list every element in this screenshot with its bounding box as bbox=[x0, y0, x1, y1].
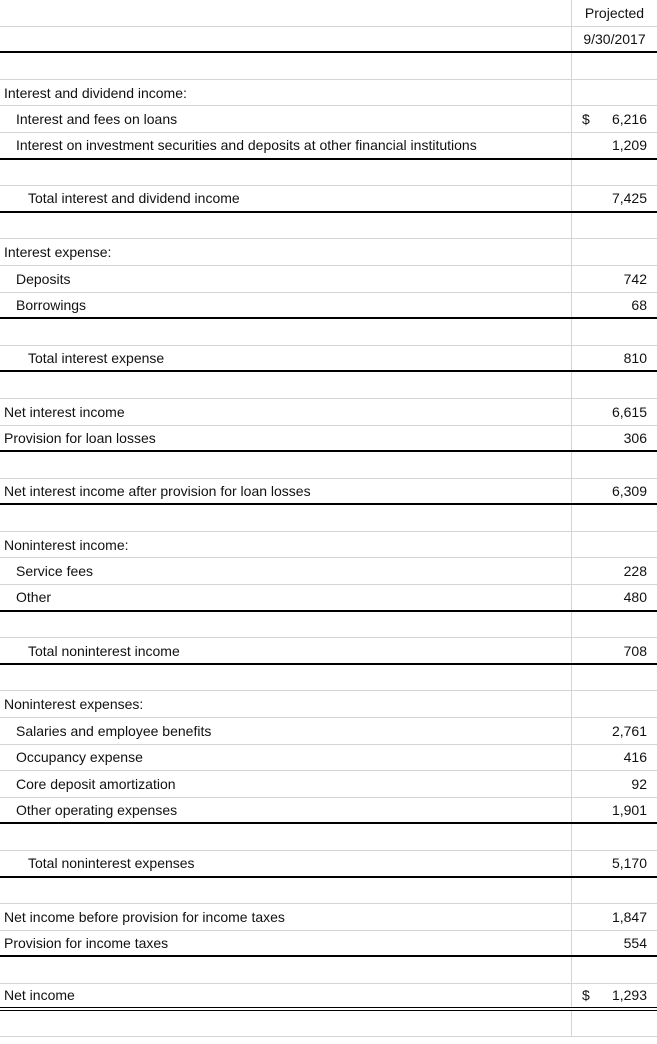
value-cell bbox=[571, 319, 657, 345]
value-cell: 6,309 bbox=[571, 479, 657, 504]
total-row bbox=[0, 346, 657, 373]
value-cell bbox=[571, 372, 657, 398]
value-cell: 554 bbox=[571, 931, 657, 956]
value-cell: 7,425 bbox=[571, 186, 657, 211]
line-item-row bbox=[0, 718, 657, 745]
value-cell: 810 bbox=[571, 346, 657, 371]
row-label: Total interest and dividend income bbox=[28, 190, 240, 207]
row-label: Noninterest income: bbox=[4, 536, 129, 553]
row-label: Core deposit amortization bbox=[16, 776, 176, 793]
value-cell bbox=[571, 612, 657, 638]
row-label: Other operating expenses bbox=[16, 802, 178, 819]
row-label: Other bbox=[16, 589, 52, 606]
spacer-row bbox=[0, 612, 657, 639]
value-cell bbox=[571, 1011, 657, 1037]
line-item-row bbox=[0, 904, 657, 931]
row-label: Interest expense: bbox=[4, 244, 112, 261]
line-item-row bbox=[0, 931, 657, 958]
currency-symbol: $ bbox=[582, 111, 590, 128]
row-label: Borrowings bbox=[16, 296, 87, 313]
value-cell bbox=[571, 160, 657, 186]
line-item-row bbox=[0, 771, 657, 798]
value-cell bbox=[571, 691, 657, 717]
spacer-row bbox=[0, 1011, 657, 1038]
value-cell: 1,209 bbox=[571, 133, 657, 158]
value-cell: 1,847 bbox=[571, 904, 657, 930]
value-cell bbox=[571, 452, 657, 478]
value-cell bbox=[571, 665, 657, 691]
row-label: Salaries and employee benefits bbox=[16, 722, 212, 739]
section-header-row bbox=[0, 80, 657, 107]
spacer-row bbox=[0, 372, 657, 399]
total-row bbox=[0, 851, 657, 878]
value-cell: 6,615 bbox=[571, 399, 657, 425]
spacer-row bbox=[0, 878, 657, 905]
row-label: Interest on investment securities and deposits at other financial institutions bbox=[16, 137, 477, 154]
value-cell: 708 bbox=[571, 638, 657, 663]
total-row bbox=[0, 984, 657, 1011]
spacer-row bbox=[0, 505, 657, 532]
line-item-row bbox=[0, 558, 657, 585]
spacer-row bbox=[0, 319, 657, 346]
row-label: Net interest income bbox=[4, 403, 125, 420]
spacer-row bbox=[0, 160, 657, 187]
value-cell: 5,170 bbox=[571, 851, 657, 876]
amount: 1,293 bbox=[611, 987, 647, 1004]
value-cell bbox=[571, 957, 657, 983]
section-header-row bbox=[0, 691, 657, 718]
row-label: Occupancy expense bbox=[16, 749, 143, 766]
row-label: Noninterest expenses: bbox=[4, 696, 144, 713]
row-label: Interest and fees on loans bbox=[16, 111, 178, 128]
value-cell bbox=[571, 505, 657, 531]
spacer-row bbox=[0, 213, 657, 240]
row-label: Total interest expense bbox=[28, 350, 165, 367]
column-header-date: 9/30/2017 bbox=[571, 27, 657, 52]
statement-body bbox=[0, 53, 657, 1037]
spacer-row bbox=[0, 53, 657, 80]
row-label: Net income before provision for income taxes bbox=[4, 908, 285, 925]
line-item-row bbox=[0, 106, 657, 133]
value-cell bbox=[571, 80, 657, 106]
value-cell bbox=[571, 239, 657, 265]
line-item-row bbox=[0, 266, 657, 293]
line-item-row bbox=[0, 798, 657, 825]
line-item-row bbox=[0, 293, 657, 320]
line-item-row bbox=[0, 745, 657, 772]
value-cell bbox=[571, 532, 657, 558]
value-cell bbox=[571, 213, 657, 239]
value-cell: 742 bbox=[571, 266, 657, 292]
row-label: Net interest income after provision for loan losses bbox=[4, 482, 311, 499]
row-label: Provision for income taxes bbox=[4, 935, 169, 952]
row-label: Service fees bbox=[16, 563, 94, 580]
row-label: Interest and dividend income: bbox=[4, 84, 187, 101]
line-item-row bbox=[0, 399, 657, 426]
value-cell: 92 bbox=[571, 771, 657, 797]
value-cell: 306 bbox=[571, 426, 657, 451]
value-cell: 416 bbox=[571, 745, 657, 771]
total-row bbox=[0, 638, 657, 665]
section-header-row bbox=[0, 532, 657, 559]
section-header-row bbox=[0, 239, 657, 266]
line-item-row bbox=[0, 133, 657, 160]
line-item-row bbox=[0, 426, 657, 453]
value-cell bbox=[571, 984, 657, 1007]
value-cell: 1,901 bbox=[571, 798, 657, 823]
row-label: Net income bbox=[4, 987, 75, 1004]
row-label: Deposits bbox=[16, 270, 71, 287]
value-cell: 2,761 bbox=[571, 718, 657, 744]
header-row-date bbox=[0, 27, 657, 54]
header-row-label bbox=[0, 0, 657, 27]
line-item-row bbox=[0, 585, 657, 612]
column-header-projected: Projected bbox=[571, 0, 657, 26]
row-label: Total noninterest income bbox=[28, 642, 180, 659]
currency-symbol: $ bbox=[582, 987, 590, 1004]
value-cell bbox=[571, 824, 657, 850]
value-cell: 480 bbox=[571, 585, 657, 610]
value-cell bbox=[571, 106, 657, 132]
spacer-row bbox=[0, 665, 657, 692]
amount: 6,216 bbox=[611, 111, 647, 128]
spacer-row bbox=[0, 957, 657, 984]
value-cell: 228 bbox=[571, 558, 657, 584]
value-cell: 68 bbox=[571, 293, 657, 318]
row-label: Provision for loan losses bbox=[4, 429, 156, 446]
value-cell bbox=[571, 53, 657, 79]
spacer-row bbox=[0, 824, 657, 851]
value-cell bbox=[571, 878, 657, 904]
spacer-row bbox=[0, 452, 657, 479]
total-row bbox=[0, 186, 657, 213]
total-row bbox=[0, 479, 657, 506]
row-label: Total noninterest expenses bbox=[28, 855, 195, 872]
